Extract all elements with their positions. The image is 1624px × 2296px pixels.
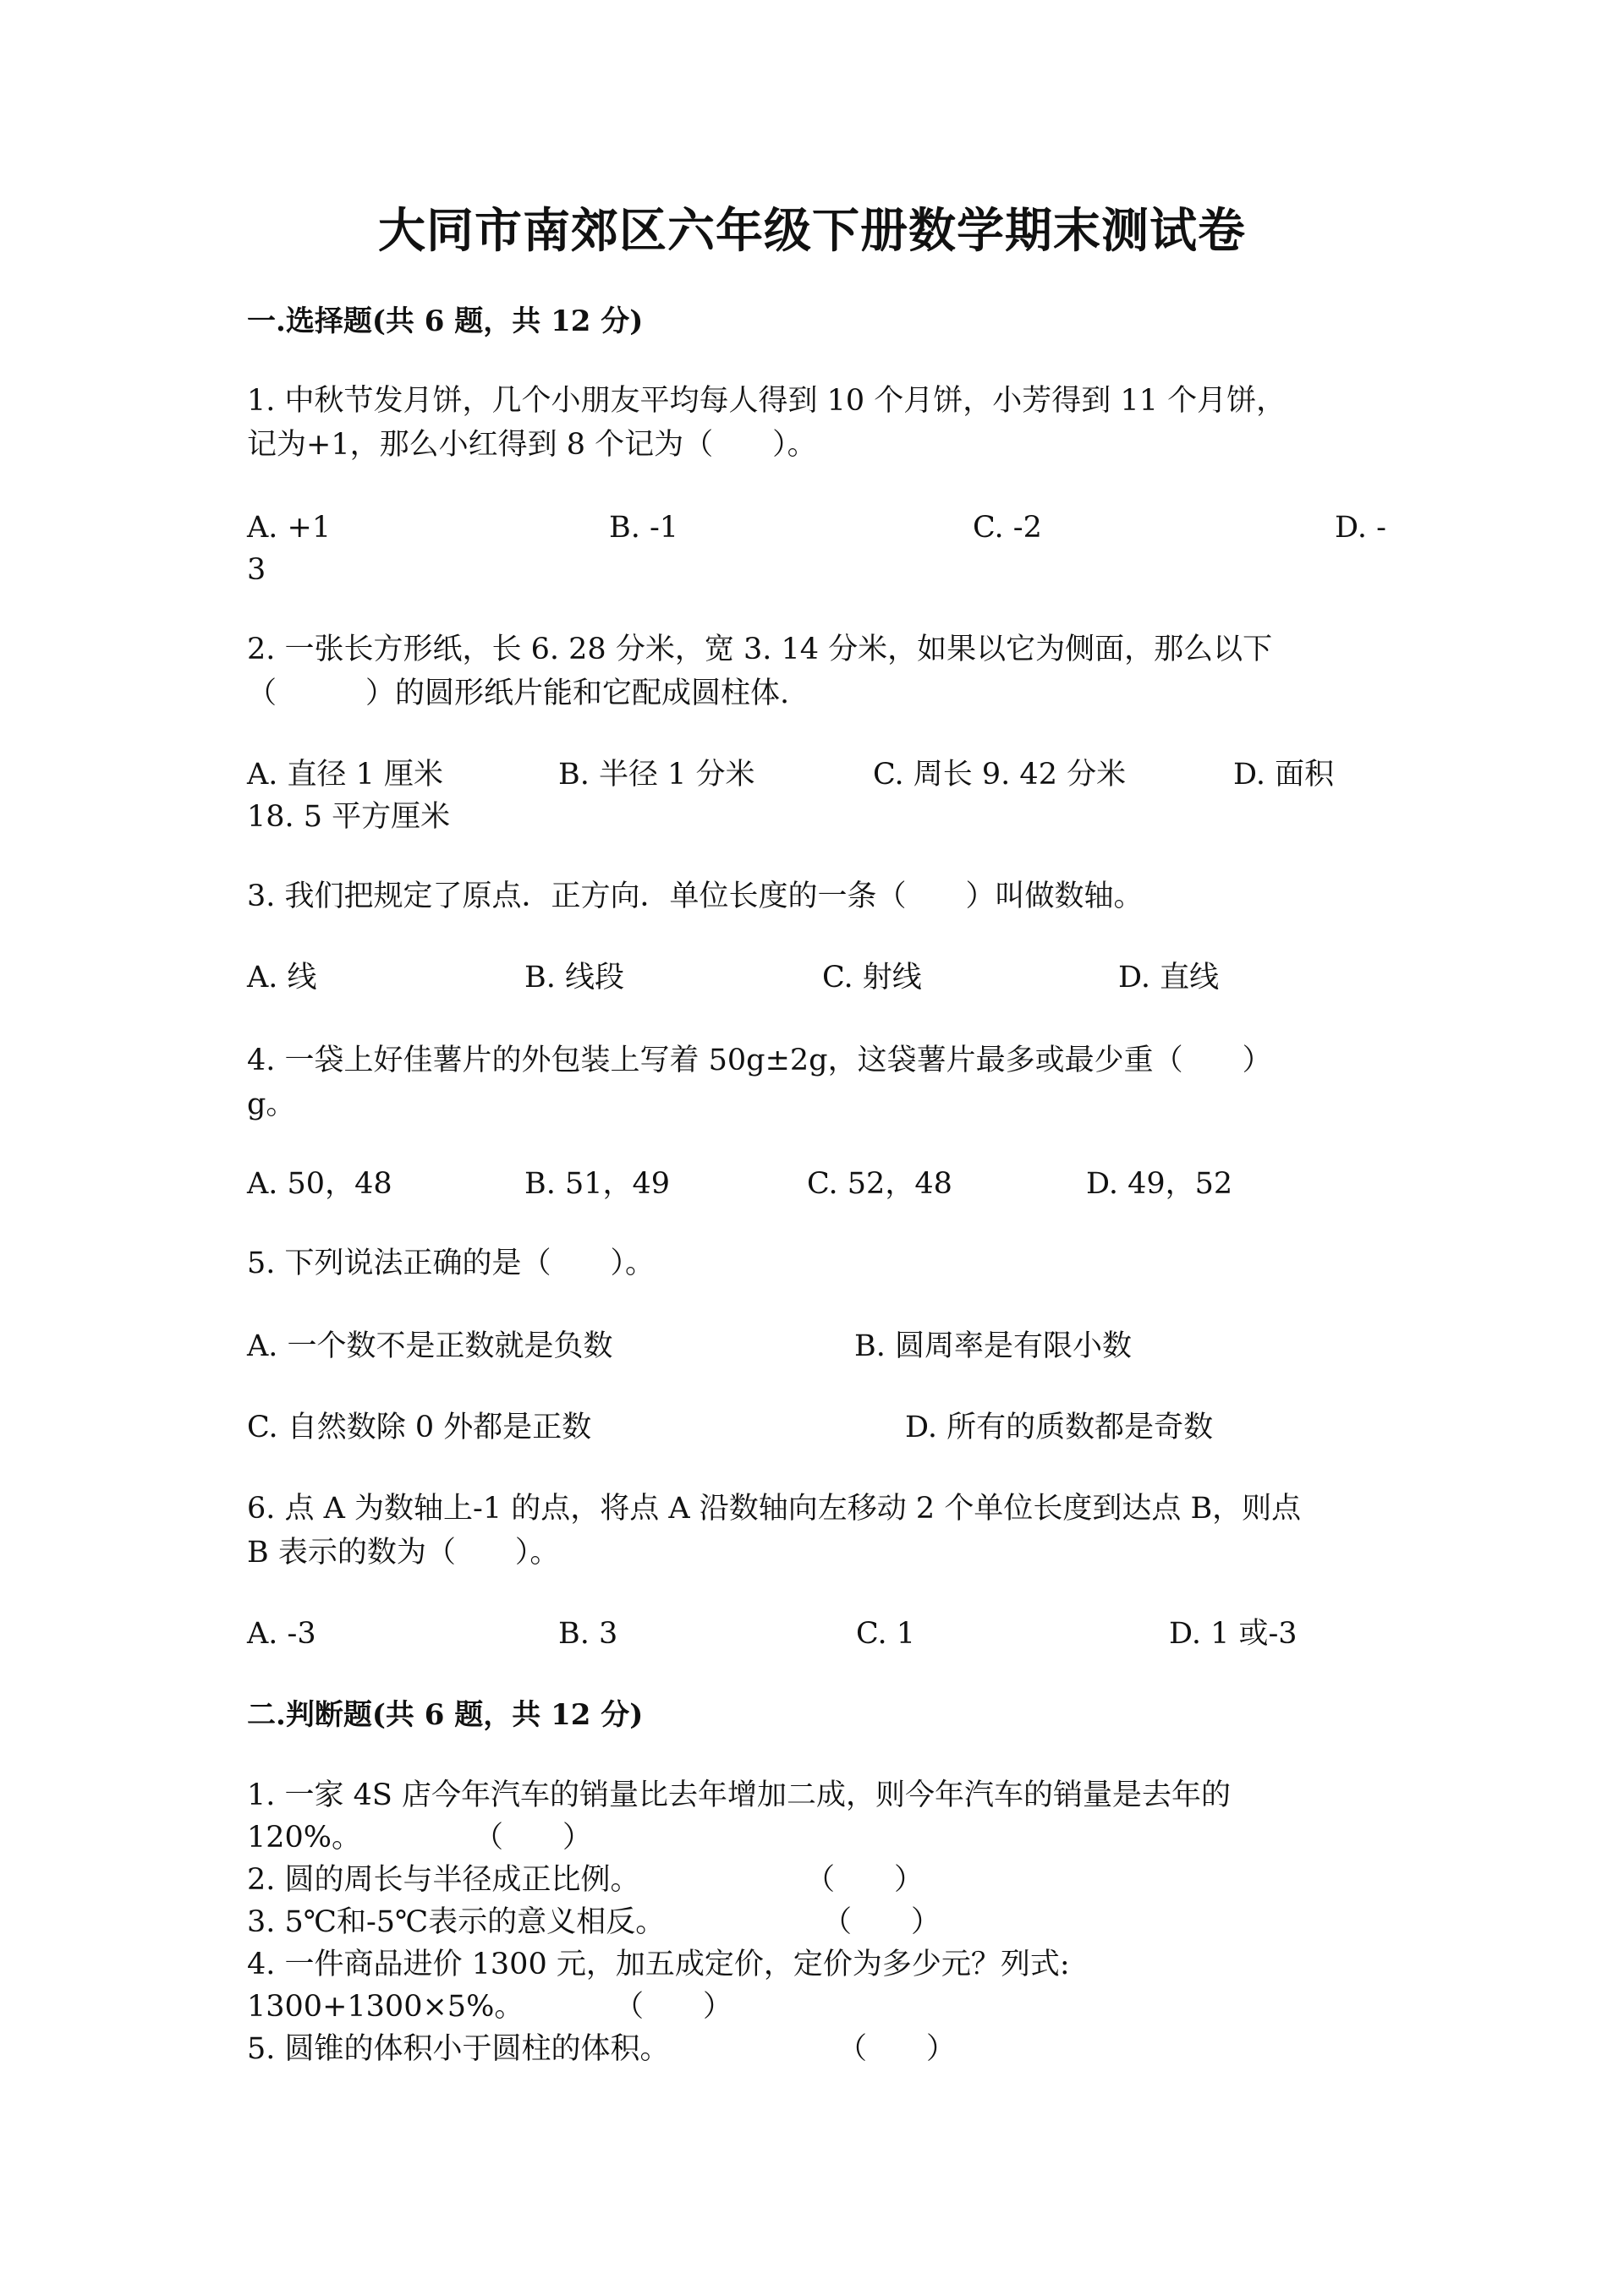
answer-blank: （ ） bbox=[805, 1863, 924, 1897]
judgement-line: 1. 一家 4S 店今年汽车的销量比去年增加二成，则今年汽车的销量是去年的 bbox=[247, 1778, 1232, 1812]
answer-blank: （ ） bbox=[837, 2032, 957, 2066]
option-c: C. 1 bbox=[856, 1617, 916, 1651]
option-d: D. 直线 bbox=[1118, 961, 1220, 995]
option-b: B. 3 bbox=[558, 1617, 618, 1651]
question-6 bbox=[247, 1487, 1380, 1575]
option-b: B. 半径 1 分米 bbox=[558, 758, 755, 792]
judgement-item-2 bbox=[247, 1859, 924, 1901]
option-d: D. 49，52 bbox=[1086, 1167, 1233, 1201]
answer-blank: （ ） bbox=[822, 1905, 941, 1939]
judgement-item-5 bbox=[247, 2028, 957, 2070]
answer-blank: （ ） bbox=[474, 1821, 593, 1855]
option-d: D. 1 或-3 bbox=[1169, 1617, 1298, 1651]
option-a: A. -3 bbox=[247, 1617, 316, 1651]
question-line: 记为+1，那么小红得到 8 个记为（ ）。 bbox=[247, 428, 817, 462]
question-line: 3. 我们把规定了原点．正方向．单位长度的一条（ ）叫做数轴。 bbox=[247, 879, 1144, 913]
judgement-line: 120%。 bbox=[247, 1821, 362, 1855]
option-c: C. 自然数除 0 外都是正数 bbox=[247, 1411, 592, 1444]
option-d: D. 面积 bbox=[1233, 758, 1335, 792]
option-a: A. 直径 1 厘米 bbox=[247, 758, 444, 792]
option-c: C. -2 bbox=[973, 511, 1042, 545]
option-c: C. 周长 9. 42 分米 bbox=[873, 758, 1127, 792]
option-d: D. - bbox=[1335, 511, 1386, 545]
option-b: B. 51，49 bbox=[524, 1167, 671, 1201]
question-line: 2. 一张长方形纸，长 6. 28 分米，宽 3. 14 分米，如果以它为侧面，那么以下 bbox=[247, 633, 1273, 666]
question-line: 1. 中秋节发月饼，几个小朋友平均每人得到 10 个月饼，小芳得到 11 个月饼， bbox=[247, 384, 1287, 418]
page-title: 大同市南郊区六年级下册数学期末测试卷 bbox=[378, 203, 1246, 259]
question-line: g。 bbox=[247, 1088, 296, 1121]
question-5 bbox=[247, 1241, 1380, 1285]
option-a: A. 一个数不是正数就是负数 bbox=[247, 1329, 613, 1363]
option-c: C. 52，48 bbox=[807, 1167, 952, 1201]
option-c: C. 射线 bbox=[822, 961, 922, 995]
judgement-line: 4. 一件商品进价 1300 元，加五成定价，定价为多少元？列式: bbox=[247, 1948, 1070, 1981]
option-b: B. 线段 bbox=[524, 961, 624, 995]
option-b: B. 圆周率是有限小数 bbox=[854, 1329, 1132, 1363]
question-1 bbox=[247, 379, 1380, 467]
option-d: D. 所有的质数都是奇数 bbox=[905, 1411, 1214, 1444]
question-2 bbox=[247, 627, 1380, 715]
judgement-item-4 bbox=[247, 1943, 1070, 2028]
option-d-wrap: 3 bbox=[247, 553, 266, 587]
question-4 bbox=[247, 1038, 1380, 1126]
question-3 bbox=[247, 874, 1380, 918]
section-heading-judgement: 二.判断题(共 6 题，共 12 分) bbox=[247, 1698, 644, 1732]
question-line: 6. 点 A 为数轴上-1 的点，将点 A 沿数轴向左移动 2 个单位长度到达点 B，则点 bbox=[247, 1492, 1302, 1526]
answer-blank: （ ） bbox=[614, 1990, 733, 2024]
question-line: B 表示的数为（ ）。 bbox=[247, 1536, 560, 1570]
judgement-item-3 bbox=[247, 1901, 941, 1943]
judgement-line: 5. 圆锥的体积小于圆柱的体积。 bbox=[247, 2032, 670, 2066]
judgement-item-1 bbox=[247, 1774, 1231, 1859]
option-b: B. -1 bbox=[609, 511, 679, 545]
option-d-wrap: 18. 5 平方厘米 bbox=[247, 800, 451, 834]
question-line: （ ）的圆形纸片能和它配成圆柱体. bbox=[247, 677, 790, 710]
judgement-line: 2. 圆的周长与半径成正比例。 bbox=[247, 1863, 640, 1897]
option-a: A. +1 bbox=[247, 511, 332, 545]
judgement-line: 3. 5℃和-5℃表示的意义相反。 bbox=[247, 1905, 666, 1939]
option-a: A. 50，48 bbox=[247, 1167, 392, 1201]
section-heading-choice: 一.选择题(共 6 题，共 12 分) bbox=[247, 304, 644, 338]
option-a: A. 线 bbox=[247, 961, 317, 995]
judgement-line: 1300+1300×5%。 bbox=[247, 1990, 524, 2024]
question-line: 5. 下列说法正确的是（ ）。 bbox=[247, 1247, 656, 1280]
question-line: 4. 一袋上好佳薯片的外包装上写着 50g±2g，这袋薯片最多或最少重（ ） bbox=[247, 1044, 1272, 1077]
